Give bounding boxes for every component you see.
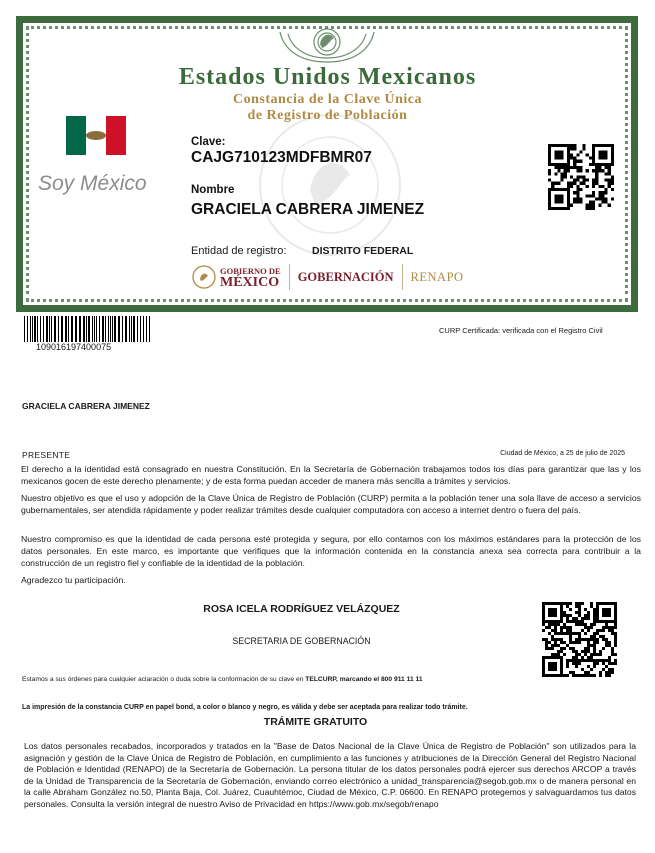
signer-title: SECRETARIA DE GOBERNACIÓN <box>232 636 371 646</box>
impresion-note: La impresión de la constancia CURP en papel bond, a color o blanco y negro, es válida y debe ser aceptada para realizar todo trámite. <box>22 704 468 711</box>
coat-of-arms-icon <box>270 22 385 66</box>
logo-divider <box>402 264 403 290</box>
certificate-title-line2: de Registro de Población <box>247 108 408 123</box>
letter-date: Ciudad de México, a 25 de julio de 2025 <box>500 450 625 457</box>
gobierno-line2: MÉXICO <box>220 275 280 290</box>
presente-label: PRESENTE <box>22 450 71 460</box>
barcode-number: 109016197400075 <box>36 342 112 352</box>
soy-mexico-slogan: Soy México <box>38 172 147 195</box>
paragraph-agradecimiento: Agradezco tu participación. <box>21 575 126 585</box>
telcurp-phone: TELCURP, marcando el 800 911 11 11 <box>305 676 423 683</box>
clave-value: CAJG710123MDFBMR07 <box>191 149 372 166</box>
privacy-notice: Los datos personales recabados, incorporados y tratados en la "Base de Datos Nacional de la Clave Única de Registro de Población" son utilizados para la asignación y gestión de la Clave Única de Registro de Población, en cumplimiento a las funciones y atribuciones de la Dirección General del Registro Nacional de Población e Identidad (RENAPO) de la Secretaría de Gobernación. La persona titular de los datos personales podrá ejercer sus derechos ARCOP a través de la Unidad de Transparencia de la Secretaría de Gobernación, enviando correo electrónico a unidad_transparencia@segob.gob.mx o de manera personal en la calle Abraham González no.50, Planta Baja, Col. Juárez, Cuauhtémoc, Ciudad de México, C.P. 06600. En RENAPO protegemos y salvaguardamos tus datos personales. Consulta la versión integral de nuestro Aviso de Privacidad en https://www.gob.mx/segob/renapo <box>24 741 636 809</box>
nombre-value: GRACIELA CABRERA JIMENEZ <box>191 201 425 218</box>
tramite-gratuito: TRÁMITE GRATUITO <box>263 716 368 728</box>
curp-certificada-note: CURP Certificada: verificada con el Registro Civil <box>439 326 603 335</box>
government-logos <box>192 262 464 292</box>
paragraph-objetivo: Nuestro objetivo es que el uso y adopción de la Clave Única de Registro de Población (CURP) permita a la población tener una sola llave de acceso a servicios gubernamentales, ser atendida rápidamente y poder realizar trámites desde cualquier computadora con acceso a internet dentro o fuera del país. <box>21 493 641 515</box>
signature-qr-code-icon <box>542 602 617 677</box>
entidad-value: DISTRITO FEDERAL <box>312 245 414 257</box>
certificate-title-line1: Constancia de la Clave Única <box>233 92 422 107</box>
signer-name: ROSA ICELA RODRÍGUEZ VELÁZQUEZ <box>203 603 400 615</box>
gobierno-line1: GOBIERNO DE <box>220 266 281 276</box>
gobierno-de-mexico-logo <box>192 265 281 289</box>
barcode-icon <box>24 316 154 342</box>
paragraph-identidad: El derecho a la identidad está consagrado en nuestra Constitución. En la Secretaría de Gobernación trabajamos todos los días para garantizar que las y los mexicanos gocen de este derecho plenamente; y de esta forma puedan acceder de manera más sencilla a trámites y servicios. <box>21 464 641 486</box>
renapo-logo: RENAPO <box>410 269 464 284</box>
aclaracion-note: Estamos a sus órdenes para cualquier aclaración o duda sobre la conformación de su clave en TELCURP, marcando el 800 911 11 11 <box>22 676 423 683</box>
gobierno-seal-icon <box>192 265 216 289</box>
paragraph-compromiso: Nuestro compromiso es que la identidad de cada persona esté protegida y segura, por ello contamos con los máximos estándares para la protección de los datos personales. En este marco, es importante que verifiques que la información contenida en la constancia anexa sea correcta para contribuir a la construcción de un registro fiel y confiable de la identidad de la población. <box>21 534 641 568</box>
clave-label: Clave: <box>191 136 226 148</box>
recipient-name: GRACIELA CABRERA JIMENEZ <box>22 401 150 411</box>
watermark-seal-icon <box>240 110 420 260</box>
mexico-flag-icon <box>66 116 126 155</box>
country-title: Estados Unidos Mexicanos <box>178 64 477 90</box>
nombre-label: Nombre <box>191 184 235 196</box>
qr-code-icon <box>548 144 614 210</box>
gobernacion-logo: GOBERNACIÓN <box>297 269 394 284</box>
entidad-label: Entidad de registro: <box>191 245 287 257</box>
logo-divider <box>289 264 290 290</box>
